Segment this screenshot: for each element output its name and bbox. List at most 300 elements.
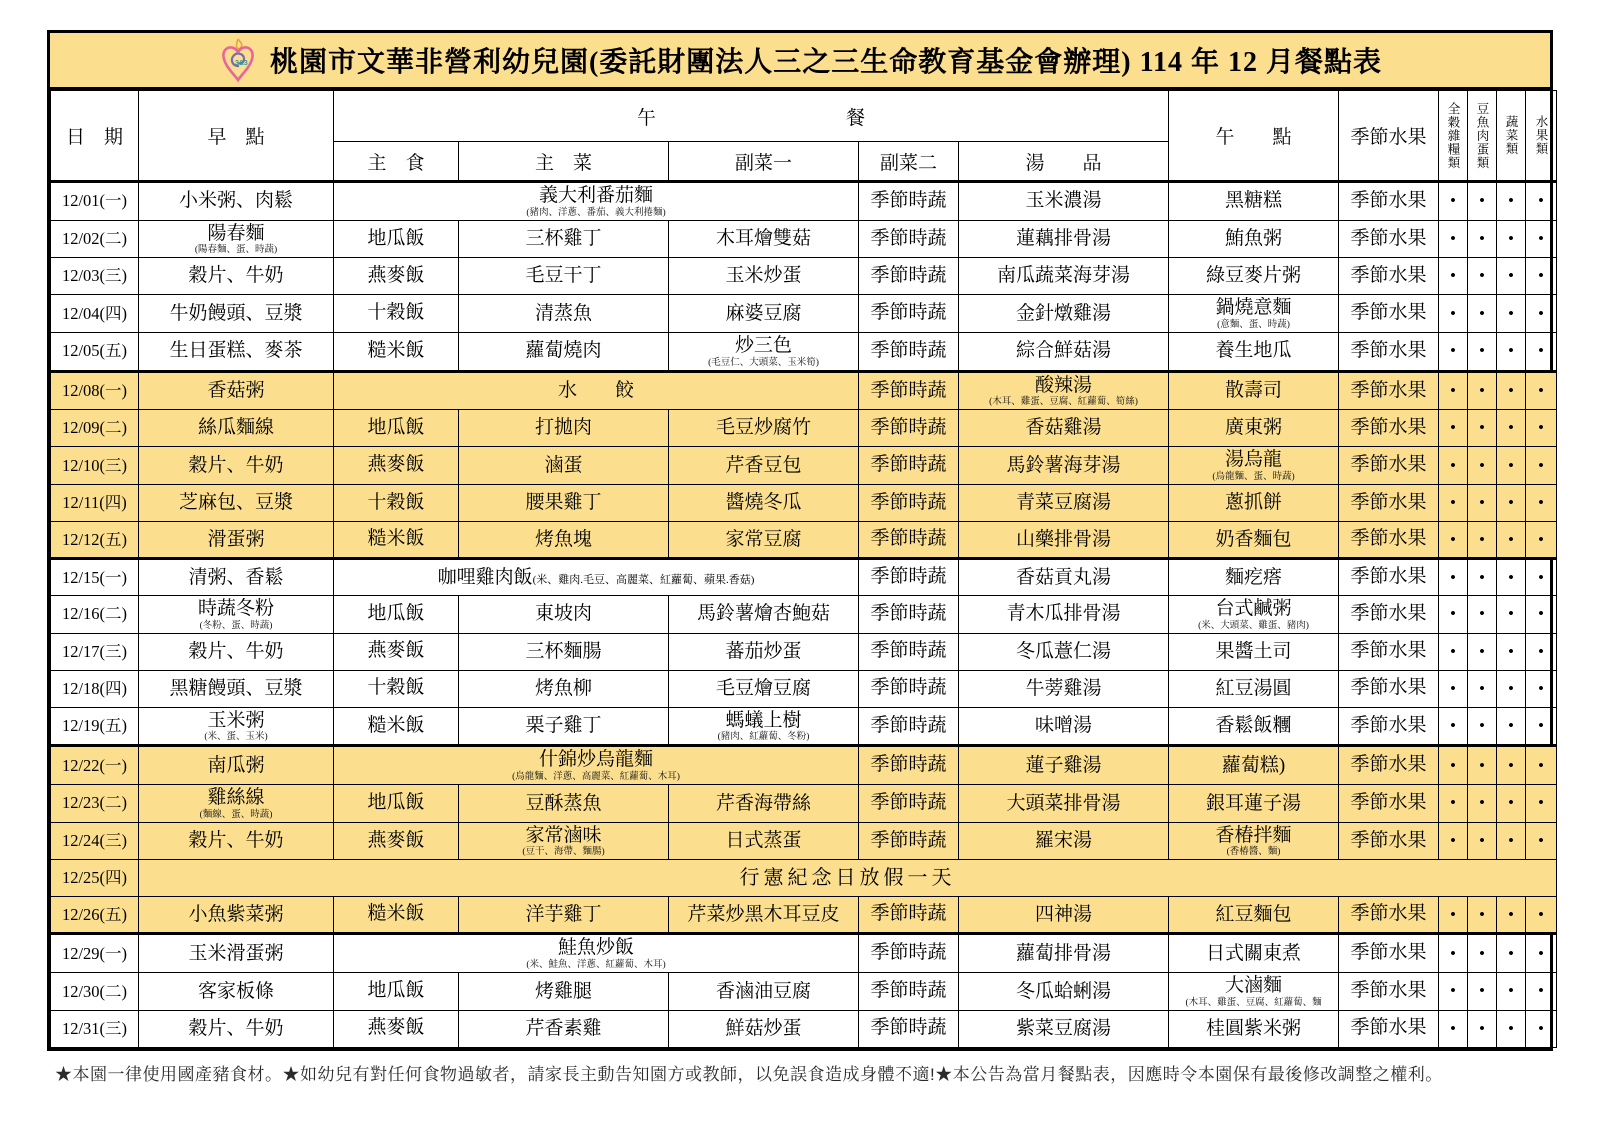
menu-table [50, 90, 1557, 1048]
date-cell: 12/15(一) [51, 559, 139, 596]
date-cell: 12/10(三) [51, 447, 139, 485]
soup-cell: 青菜豆腐湯 [959, 485, 1169, 522]
menu-row [51, 746, 1557, 785]
nutrition-dot-cell: • [1497, 973, 1526, 1011]
breakfast-cell: 小魚紫菜粥 [139, 897, 334, 934]
side-dish2-cell: 季節時蔬 [859, 707, 959, 746]
nutrition-dot-cell: • [1439, 295, 1468, 333]
side-dish2-cell: 季節時蔬 [859, 746, 959, 785]
nutrition-dot-cell: • [1526, 596, 1557, 634]
col-header-soup: 湯 品 [959, 142, 1169, 182]
nutrition-dot-cell: • [1526, 897, 1557, 934]
side-dish2-cell: 季節時蔬 [859, 559, 959, 596]
staple-cell: 燕麥飯 [334, 822, 459, 860]
afternoon-snack-cell: 奶香麵包 [1169, 522, 1339, 559]
nutrition-dot-cell: • [1468, 596, 1497, 634]
nutrition-dot-cell: • [1526, 1010, 1557, 1047]
soup-cell: 南瓜蔬菜海芽湯 [959, 258, 1169, 295]
nutrition-dot-cell: • [1526, 371, 1557, 410]
breakfast-cell: 牛奶饅頭、豆漿 [139, 295, 334, 333]
soup-cell: 大頭菜排骨湯 [959, 785, 1169, 823]
nutrition-dot-cell: • [1526, 182, 1557, 221]
fruit-cell: 季節水果 [1339, 670, 1439, 707]
side-dish2-cell: 季節時蔬 [859, 410, 959, 447]
nutrition-dot-cell: • [1526, 785, 1557, 823]
staple-cell: 地瓜飯 [334, 973, 459, 1011]
lunch-span-cell: 什錦炒烏龍麵 (烏龍麵、洋蔥、高麗菜、紅蘿蔔、木耳) [334, 746, 859, 785]
nutrition-dot-cell: • [1497, 410, 1526, 447]
date-cell: 12/11(四) [51, 485, 139, 522]
afternoon-snack-cell: 黑糖糕 [1169, 182, 1339, 221]
staple-cell: 糙米飯 [334, 522, 459, 559]
fruit-cell: 季節水果 [1339, 785, 1439, 823]
menu-table-body [51, 182, 1557, 1048]
nutrition-dot-cell: • [1468, 410, 1497, 447]
fruit-cell: 季節水果 [1339, 220, 1439, 258]
side-dish2-cell: 季節時蔬 [859, 785, 959, 823]
nutrition-dot-cell: • [1497, 822, 1526, 860]
col-header-date: 日 期 [51, 91, 139, 182]
fruit-cell: 季節水果 [1339, 559, 1439, 596]
col-header-breakfast: 早 點 [139, 91, 334, 182]
nutrition-dot-cell: • [1439, 746, 1468, 785]
main-dish-cell: 家常滷味 (豆干、海帶、麵腸) [459, 822, 669, 860]
nutrition-dot-cell: • [1497, 559, 1526, 596]
fruit-cell: 季節水果 [1339, 1010, 1439, 1047]
afternoon-snack-cell: 台式鹹粥 (米、大頭菜、雞蛋、豬肉) [1169, 596, 1339, 634]
nutrition-dot-cell: • [1526, 633, 1557, 670]
staple-cell: 地瓜飯 [334, 785, 459, 823]
breakfast-cell: 雞絲線 (麵線、蛋、時蔬) [139, 785, 334, 823]
side-dish1-cell: 麻婆豆腐 [669, 295, 859, 333]
title-bar [50, 33, 1550, 90]
side-dish2-cell: 季節時蔬 [859, 633, 959, 670]
afternoon-snack-cell: 紅豆麵包 [1169, 897, 1339, 934]
nutrition-dot-cell: • [1526, 670, 1557, 707]
nutrition-dot-cell: • [1497, 522, 1526, 559]
date-cell: 12/16(二) [51, 596, 139, 634]
nutrition-dot-cell: • [1497, 897, 1526, 934]
nutrition-dot-cell: • [1439, 220, 1468, 258]
menu-row [51, 633, 1557, 670]
afternoon-snack-cell: 銀耳蓮子湯 [1169, 785, 1339, 823]
nutrition-dot-cell: • [1468, 670, 1497, 707]
side-dish1-cell: 毛豆燴豆腐 [669, 670, 859, 707]
soup-cell: 冬瓜薏仁湯 [959, 633, 1169, 670]
main-dish-cell: 東坡肉 [459, 596, 669, 634]
nutrition-dot-cell: • [1439, 333, 1468, 372]
afternoon-snack-cell: 鍋燒意麵 (意麵、蛋、時蔬) [1169, 295, 1339, 333]
nutrition-dot-cell: • [1497, 746, 1526, 785]
date-cell: 12/22(一) [51, 746, 139, 785]
nutrition-dot-cell: • [1439, 596, 1468, 634]
col-header-side2: 副菜二 [859, 142, 959, 182]
afternoon-snack-cell: 日式關東煮 [1169, 934, 1339, 973]
soup-cell: 羅宋湯 [959, 822, 1169, 860]
fruit-cell: 季節水果 [1339, 746, 1439, 785]
nutrition-dot-cell: • [1439, 182, 1468, 221]
afternoon-snack-cell: 紅豆湯圓 [1169, 670, 1339, 707]
nutrition-dot-cell: • [1526, 822, 1557, 860]
staple-cell: 十穀飯 [334, 485, 459, 522]
main-dish-cell: 腰果雞丁 [459, 485, 669, 522]
soup-cell: 酸辣湯 (木耳、雞蛋、豆腐、紅蘿蔔、筍絲) [959, 371, 1169, 410]
date-cell: 12/17(三) [51, 633, 139, 670]
soup-cell: 蓮子雞湯 [959, 746, 1169, 785]
nutrition-dot-cell: • [1468, 371, 1497, 410]
afternoon-snack-cell: 養生地瓜 [1169, 333, 1339, 372]
nutrition-dot-cell: • [1497, 934, 1526, 973]
nutrition-dot-cell: • [1468, 447, 1497, 485]
menu-row [51, 670, 1557, 707]
menu-row [51, 447, 1557, 485]
side-dish1-cell: 木耳燴雙菇 [669, 220, 859, 258]
breakfast-cell: 南瓜粥 [139, 746, 334, 785]
staple-cell: 燕麥飯 [334, 447, 459, 485]
fruit-cell: 季節水果 [1339, 258, 1439, 295]
nutrition-dot-cell: • [1526, 410, 1557, 447]
nutrition-dot-cell: • [1526, 220, 1557, 258]
breakfast-cell: 小米粥、肉鬆 [139, 182, 334, 221]
main-dish-cell: 滷蛋 [459, 447, 669, 485]
main-dish-cell: 栗子雞丁 [459, 707, 669, 746]
side-dish1-cell: 芹菜炒黑木耳豆皮 [669, 897, 859, 934]
nutrition-dot-cell: • [1468, 485, 1497, 522]
date-cell: 12/02(二) [51, 220, 139, 258]
fruit-cell: 季節水果 [1339, 182, 1439, 221]
side-dish1-cell: 馬鈴薯燴杏鮑菇 [669, 596, 859, 634]
school-logo-icon [218, 36, 258, 84]
nutrition-dot-cell: • [1468, 258, 1497, 295]
nutrition-dot-cell: • [1526, 559, 1557, 596]
afternoon-snack-cell: 香鬆飯糰 [1169, 707, 1339, 746]
logo-label: 3&3 [234, 60, 248, 67]
lunch-span-cell: 義大利番茄麵 (豬肉、洋蔥、番茄、義大利捲麵) [334, 182, 859, 221]
side-dish2-cell: 季節時蔬 [859, 973, 959, 1011]
side-dish1-cell: 香滷油豆腐 [669, 973, 859, 1011]
soup-cell: 香菇雞湯 [959, 410, 1169, 447]
nutrition-dot-cell: • [1439, 410, 1468, 447]
side-dish2-cell: 季節時蔬 [859, 258, 959, 295]
nutrition-dot-cell: • [1468, 934, 1497, 973]
fruit-cell: 季節水果 [1339, 522, 1439, 559]
breakfast-cell: 穀片、牛奶 [139, 633, 334, 670]
staple-cell: 地瓜飯 [334, 220, 459, 258]
soup-cell: 玉米濃湯 [959, 182, 1169, 221]
side-dish2-cell: 季節時蔬 [859, 822, 959, 860]
date-cell: 12/09(二) [51, 410, 139, 447]
fruit-cell: 季節水果 [1339, 410, 1439, 447]
afternoon-snack-cell: 果醬土司 [1169, 633, 1339, 670]
date-cell: 12/18(四) [51, 670, 139, 707]
menu-row [51, 295, 1557, 333]
col-header-afternoon: 午 點 [1169, 91, 1339, 182]
nutrition-dot-cell: • [1497, 258, 1526, 295]
col-header-fruit: 季節水果 [1339, 91, 1439, 182]
staple-cell: 糙米飯 [334, 707, 459, 746]
fruit-cell: 季節水果 [1339, 897, 1439, 934]
nutrition-dot-cell: • [1439, 633, 1468, 670]
breakfast-cell: 滑蛋粥 [139, 522, 334, 559]
afternoon-snack-cell: 廣東粥 [1169, 410, 1339, 447]
side-dish2-cell: 季節時蔬 [859, 371, 959, 410]
staple-cell: 地瓜飯 [334, 596, 459, 634]
nutrition-dot-cell: • [1497, 785, 1526, 823]
staple-cell: 燕麥飯 [334, 633, 459, 670]
menu-row [51, 1010, 1557, 1047]
nutrition-dot-cell: • [1468, 897, 1497, 934]
main-dish-cell: 烤雞腿 [459, 973, 669, 1011]
date-cell: 12/26(五) [51, 897, 139, 934]
side-dish2-cell: 季節時蔬 [859, 295, 959, 333]
afternoon-snack-cell: 香椿拌麵 (香椿醬、麵) [1169, 822, 1339, 860]
staple-cell: 糙米飯 [334, 333, 459, 372]
breakfast-cell: 穀片、牛奶 [139, 258, 334, 295]
nutrition-dot-cell: • [1439, 670, 1468, 707]
soup-cell: 金針燉雞湯 [959, 295, 1169, 333]
main-dish-cell: 三杯麵腸 [459, 633, 669, 670]
menu-row [51, 220, 1557, 258]
main-dish-cell: 蘿蔔燒肉 [459, 333, 669, 372]
col-header-vegetables: 蔬菜類 [1497, 91, 1526, 182]
date-cell: 12/05(五) [51, 333, 139, 372]
soup-cell: 四神湯 [959, 897, 1169, 934]
date-cell: 12/19(五) [51, 707, 139, 746]
nutrition-dot-cell: • [1497, 371, 1526, 410]
fruit-cell: 季節水果 [1339, 596, 1439, 634]
side-dish2-cell: 季節時蔬 [859, 522, 959, 559]
date-cell: 12/01(一) [51, 182, 139, 221]
nutrition-dot-cell: • [1497, 485, 1526, 522]
breakfast-cell: 穀片、牛奶 [139, 1010, 334, 1047]
nutrition-dot-cell: • [1497, 182, 1526, 221]
afternoon-snack-cell: 桂圓紫米粥 [1169, 1010, 1339, 1047]
menu-row [51, 559, 1557, 596]
nutrition-dot-cell: • [1526, 522, 1557, 559]
main-dish-cell: 芹香素雞 [459, 1010, 669, 1047]
nutrition-dot-cell: • [1497, 633, 1526, 670]
nutrition-dot-cell: • [1439, 785, 1468, 823]
menu-row [51, 785, 1557, 823]
fruit-cell: 季節水果 [1339, 707, 1439, 746]
soup-cell: 牛蒡雞湯 [959, 670, 1169, 707]
col-header-grains: 全穀雜糧類 [1439, 91, 1468, 182]
side-dish1-cell: 螞蟻上樹 (豬肉、紅蘿蔔、冬粉) [669, 707, 859, 746]
fruit-cell: 季節水果 [1339, 333, 1439, 372]
afternoon-snack-cell: 麵疙瘩 [1169, 559, 1339, 596]
side-dish1-cell: 玉米炒蛋 [669, 258, 859, 295]
main-dish-cell: 烤魚塊 [459, 522, 669, 559]
side-dish2-cell: 季節時蔬 [859, 1010, 959, 1047]
staple-cell: 燕麥飯 [334, 258, 459, 295]
lunch-span-cell: 鮭魚炒飯 (米、鮭魚、洋蔥、紅蘿蔔、木耳) [334, 934, 859, 973]
side-dish2-cell: 季節時蔬 [859, 182, 959, 221]
main-dish-cell: 打拋肉 [459, 410, 669, 447]
nutrition-dot-cell: • [1497, 333, 1526, 372]
date-cell: 12/12(五) [51, 522, 139, 559]
nutrition-dot-cell: • [1439, 897, 1468, 934]
nutrition-dot-cell: • [1439, 822, 1468, 860]
lunch-span-cell: 咖哩雞肉飯(米、雞肉.毛豆、高麗菜、紅蘿蔔、蘋果.香菇) [334, 559, 859, 596]
nutrition-dot-cell: • [1497, 447, 1526, 485]
fruit-cell: 季節水果 [1339, 447, 1439, 485]
menu-row [51, 371, 1557, 410]
menu-row [51, 822, 1557, 860]
menu-row [51, 182, 1557, 221]
side-dish2-cell: 季節時蔬 [859, 220, 959, 258]
side-dish1-cell: 毛豆炒腐竹 [669, 410, 859, 447]
nutrition-dot-cell: • [1468, 559, 1497, 596]
side-dish1-cell: 蕃茄炒蛋 [669, 633, 859, 670]
nutrition-dot-cell: • [1526, 707, 1557, 746]
nutrition-dot-cell: • [1468, 822, 1497, 860]
nutrition-dot-cell: • [1526, 485, 1557, 522]
breakfast-cell: 玉米滑蛋粥 [139, 934, 334, 973]
menu-row [51, 333, 1557, 372]
main-dish-cell: 清蒸魚 [459, 295, 669, 333]
col-header-protein: 豆魚肉蛋類 [1468, 91, 1497, 182]
afternoon-snack-cell: 鮪魚粥 [1169, 220, 1339, 258]
breakfast-cell: 黑糖饅頭、豆漿 [139, 670, 334, 707]
nutrition-dot-cell: • [1468, 707, 1497, 746]
staple-cell: 地瓜飯 [334, 410, 459, 447]
nutrition-dot-cell: • [1439, 973, 1468, 1011]
nutrition-dot-cell: • [1526, 934, 1557, 973]
afternoon-snack-cell: 湯烏龍 (烏龍麵、蛋、時蔬) [1169, 447, 1339, 485]
nutrition-dot-cell: • [1468, 633, 1497, 670]
fruit-cell: 季節水果 [1339, 973, 1439, 1011]
side-dish1-cell: 芹香海帶絲 [669, 785, 859, 823]
nutrition-dot-cell: • [1468, 295, 1497, 333]
nutrition-dot-cell: • [1526, 447, 1557, 485]
afternoon-snack-cell: 大滷麵 (木耳、雞蛋、豆腐、紅蘿蔔、麵 [1169, 973, 1339, 1011]
afternoon-snack-cell: 散壽司 [1169, 371, 1339, 410]
side-dish2-cell: 季節時蔬 [859, 447, 959, 485]
nutrition-dot-cell: • [1526, 973, 1557, 1011]
nutrition-dot-cell: • [1526, 746, 1557, 785]
date-cell: 12/08(一) [51, 371, 139, 410]
side-dish1-cell: 鮮菇炒蛋 [669, 1010, 859, 1047]
side-dish2-cell: 季節時蔬 [859, 897, 959, 934]
nutrition-dot-cell: • [1497, 596, 1526, 634]
breakfast-cell: 生日蛋糕、麥茶 [139, 333, 334, 372]
menu-row [51, 522, 1557, 559]
nutrition-dot-cell: • [1439, 485, 1468, 522]
menu-row [51, 973, 1557, 1011]
nutrition-dot-cell: • [1439, 559, 1468, 596]
date-cell: 12/24(三) [51, 822, 139, 860]
holiday-cell: 行憲紀念日放假一天 [139, 860, 1557, 897]
soup-cell: 綜合鮮菇湯 [959, 333, 1169, 372]
side-dish1-cell: 日式蒸蛋 [669, 822, 859, 860]
soup-cell: 香菇貢丸湯 [959, 559, 1169, 596]
afternoon-snack-cell: 蘿蔔糕) [1169, 746, 1339, 785]
soup-cell: 味噌湯 [959, 707, 1169, 746]
col-header-fruits-class: 水果類 [1526, 91, 1557, 182]
side-dish2-cell: 季節時蔬 [859, 485, 959, 522]
date-cell: 12/03(三) [51, 258, 139, 295]
col-header-side1: 副菜一 [669, 142, 859, 182]
breakfast-cell: 客家板條 [139, 973, 334, 1011]
breakfast-cell: 穀片、牛奶 [139, 447, 334, 485]
breakfast-cell: 芝麻包、豆漿 [139, 485, 334, 522]
side-dish2-cell: 季節時蔬 [859, 596, 959, 634]
nutrition-dot-cell: • [1497, 295, 1526, 333]
date-cell: 12/23(二) [51, 785, 139, 823]
nutrition-dot-cell: • [1468, 333, 1497, 372]
nutrition-dot-cell: • [1439, 258, 1468, 295]
breakfast-cell: 玉米粥 (米、蛋、玉米) [139, 707, 334, 746]
nutrition-dot-cell: • [1526, 258, 1557, 295]
breakfast-cell: 清粥、香鬆 [139, 559, 334, 596]
nutrition-dot-cell: • [1439, 707, 1468, 746]
soup-cell: 馬鈴薯海芽湯 [959, 447, 1169, 485]
nutrition-dot-cell: • [1468, 973, 1497, 1011]
main-dish-cell: 烤魚柳 [459, 670, 669, 707]
soup-cell: 青木瓜排骨湯 [959, 596, 1169, 634]
fruit-cell: 季節水果 [1339, 822, 1439, 860]
main-dish-cell: 毛豆干丁 [459, 258, 669, 295]
menu-row [51, 934, 1557, 973]
menu-row [51, 410, 1557, 447]
nutrition-dot-cell: • [1468, 785, 1497, 823]
col-header-main-dish: 主 菜 [459, 142, 669, 182]
col-header-staple: 主 食 [334, 142, 459, 182]
fruit-cell: 季節水果 [1339, 633, 1439, 670]
fruit-cell: 季節水果 [1339, 934, 1439, 973]
staple-cell: 糙米飯 [334, 897, 459, 934]
nutrition-dot-cell: • [1468, 1010, 1497, 1047]
nutrition-dot-cell: • [1497, 220, 1526, 258]
date-cell: 12/30(二) [51, 973, 139, 1011]
nutrition-dot-cell: • [1439, 371, 1468, 410]
main-dish-cell: 洋芋雞丁 [459, 897, 669, 934]
soup-cell: 冬瓜蛤蜊湯 [959, 973, 1169, 1011]
date-cell: 12/25(四) [51, 860, 139, 897]
main-dish-cell: 三杯雞丁 [459, 220, 669, 258]
page-title: 桃園市文華非營利幼兒園(委託財團法人三之三生命教育基金會辦理) 114 年 12 月餐點表 [269, 47, 1383, 78]
soup-cell: 蓮藕排骨湯 [959, 220, 1169, 258]
nutrition-dot-cell: • [1468, 746, 1497, 785]
staple-cell: 十穀飯 [334, 670, 459, 707]
side-dish1-cell: 醬燒冬瓜 [669, 485, 859, 522]
nutrition-dot-cell: • [1526, 295, 1557, 333]
date-cell: 12/29(一) [51, 934, 139, 973]
col-header-lunch: 午 餐 [334, 91, 1169, 142]
fruit-cell: 季節水果 [1339, 485, 1439, 522]
date-cell: 12/31(三) [51, 1010, 139, 1047]
menu-sheet [47, 30, 1553, 1085]
nutrition-dot-cell: • [1439, 522, 1468, 559]
afternoon-snack-cell: 綠豆麥片粥 [1169, 258, 1339, 295]
soup-cell: 蘿蔔排骨湯 [959, 934, 1169, 973]
menu-box [47, 30, 1553, 1051]
breakfast-cell: 香菇粥 [139, 371, 334, 410]
footer-note: ★本園一律使用國產豬食材。★如幼兒有對任何食物過敏者，請家長主動告知園方或教師，以免誤食造成身體不適!★本公告為當月餐點表，因應時令本園保有最後修改調整之權利。 [55, 1064, 1443, 1084]
menu-row [51, 897, 1557, 934]
menu-row [51, 485, 1557, 522]
breakfast-cell: 絲瓜麵線 [139, 410, 334, 447]
nutrition-dot-cell: • [1468, 182, 1497, 221]
nutrition-dot-cell: • [1439, 1010, 1468, 1047]
soup-cell: 山藥排骨湯 [959, 522, 1169, 559]
breakfast-cell: 陽春麵 (陽春麵、蛋、時蔬) [139, 220, 334, 258]
nutrition-dot-cell: • [1439, 934, 1468, 973]
menu-row [51, 258, 1557, 295]
breakfast-cell: 穀片、牛奶 [139, 822, 334, 860]
staple-cell: 燕麥飯 [334, 1010, 459, 1047]
side-dish1-cell: 炒三色 (毛豆仁、大頭菜、玉米筍) [669, 333, 859, 372]
